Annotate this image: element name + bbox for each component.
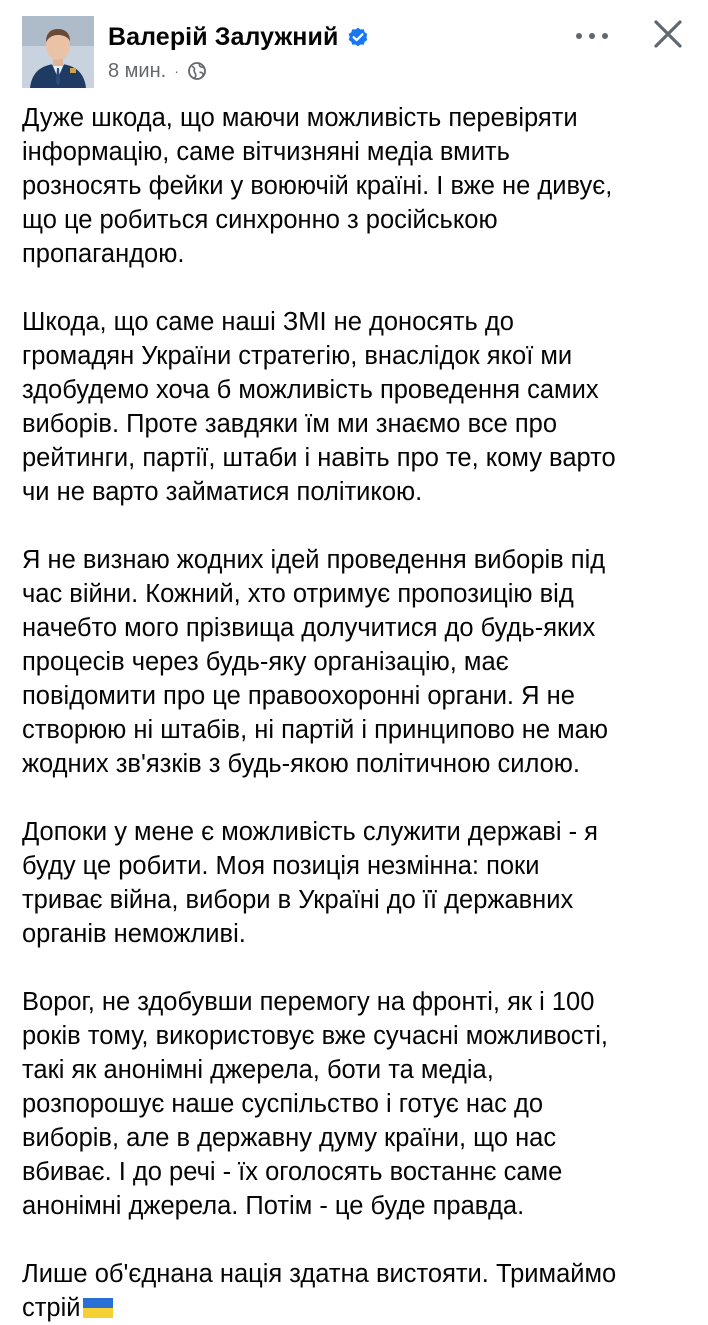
post-timestamp[interactable]: 8 мин. xyxy=(108,59,167,82)
post-header xyxy=(0,0,708,100)
post-paragraph: Допоки у мене є можливість служити державі - я буду це робити. Моя позиція незмінна: поки триває війна, вибори в Україні до її державних органів неможливі. xyxy=(22,818,598,948)
post-paragraph: Шкода, що саме наші ЗМІ не доносять до громадян України стратегію, внаслідок якої ми здобудемо хоча б можливість проведення самих виборів. Проте завдяки їм ми знаємо все про рейтинги, партії, штаби і навіть про те, кому варто чи не варто займатися політикою. xyxy=(22,308,616,506)
more-options-icon[interactable] xyxy=(572,22,612,50)
post-paragraph: Дуже шкода, що маючи можливість перевіряти інформацію, саме вітчизняні медіа вмить розносять фейки у воюючій країні. І вже не дивує, що це робиться синхронно з російською пропагандою. xyxy=(22,104,613,268)
author-name[interactable]: Валерій Залужний xyxy=(108,22,339,51)
post-paragraph: Ворог, не здобувши перемогу на фронті, як і 100 років тому, використовує вже сучасні можливості, такі як анонімні джерела, боти та медіа, розпорошує наше суспільство і готує нас до виборів, але в державну думу країни, що нас вбиває. І до речі - їх оголосять востаннє саме анонімні джерела. Потім - це буде правда. xyxy=(22,988,608,1220)
post-meta xyxy=(108,58,207,84)
author-line xyxy=(108,20,370,54)
ukraine-flag-icon xyxy=(83,1298,113,1318)
more-dot xyxy=(602,33,608,39)
post-paragraph-last xyxy=(22,1257,692,1325)
post-text xyxy=(22,101,692,1325)
globe-icon[interactable] xyxy=(187,61,207,81)
verified-badge-icon xyxy=(346,25,370,49)
author-avatar[interactable] xyxy=(22,16,94,88)
avatar-image xyxy=(22,16,94,88)
post-paragraph-text: Лише об'єднана нація здатна вистояти. Тримаймо стрій xyxy=(22,1260,617,1322)
more-dot xyxy=(576,33,582,39)
post-paragraph: Я не визнаю жодних ідей проведення виборів під час війни. Кожний, хто отримує пропозицію від начебто мого прізвища долучитися до будь-яких процесів через будь-яку організацію, має повідомити про це правоохоронні органи. Я не створюю ні штабів, ні партій і принципово не маю жодних зв'язків з будь-якою політичною силою. xyxy=(22,546,608,778)
meta-separator: · xyxy=(174,63,179,79)
close-icon[interactable] xyxy=(648,14,688,54)
more-dot xyxy=(589,33,595,39)
